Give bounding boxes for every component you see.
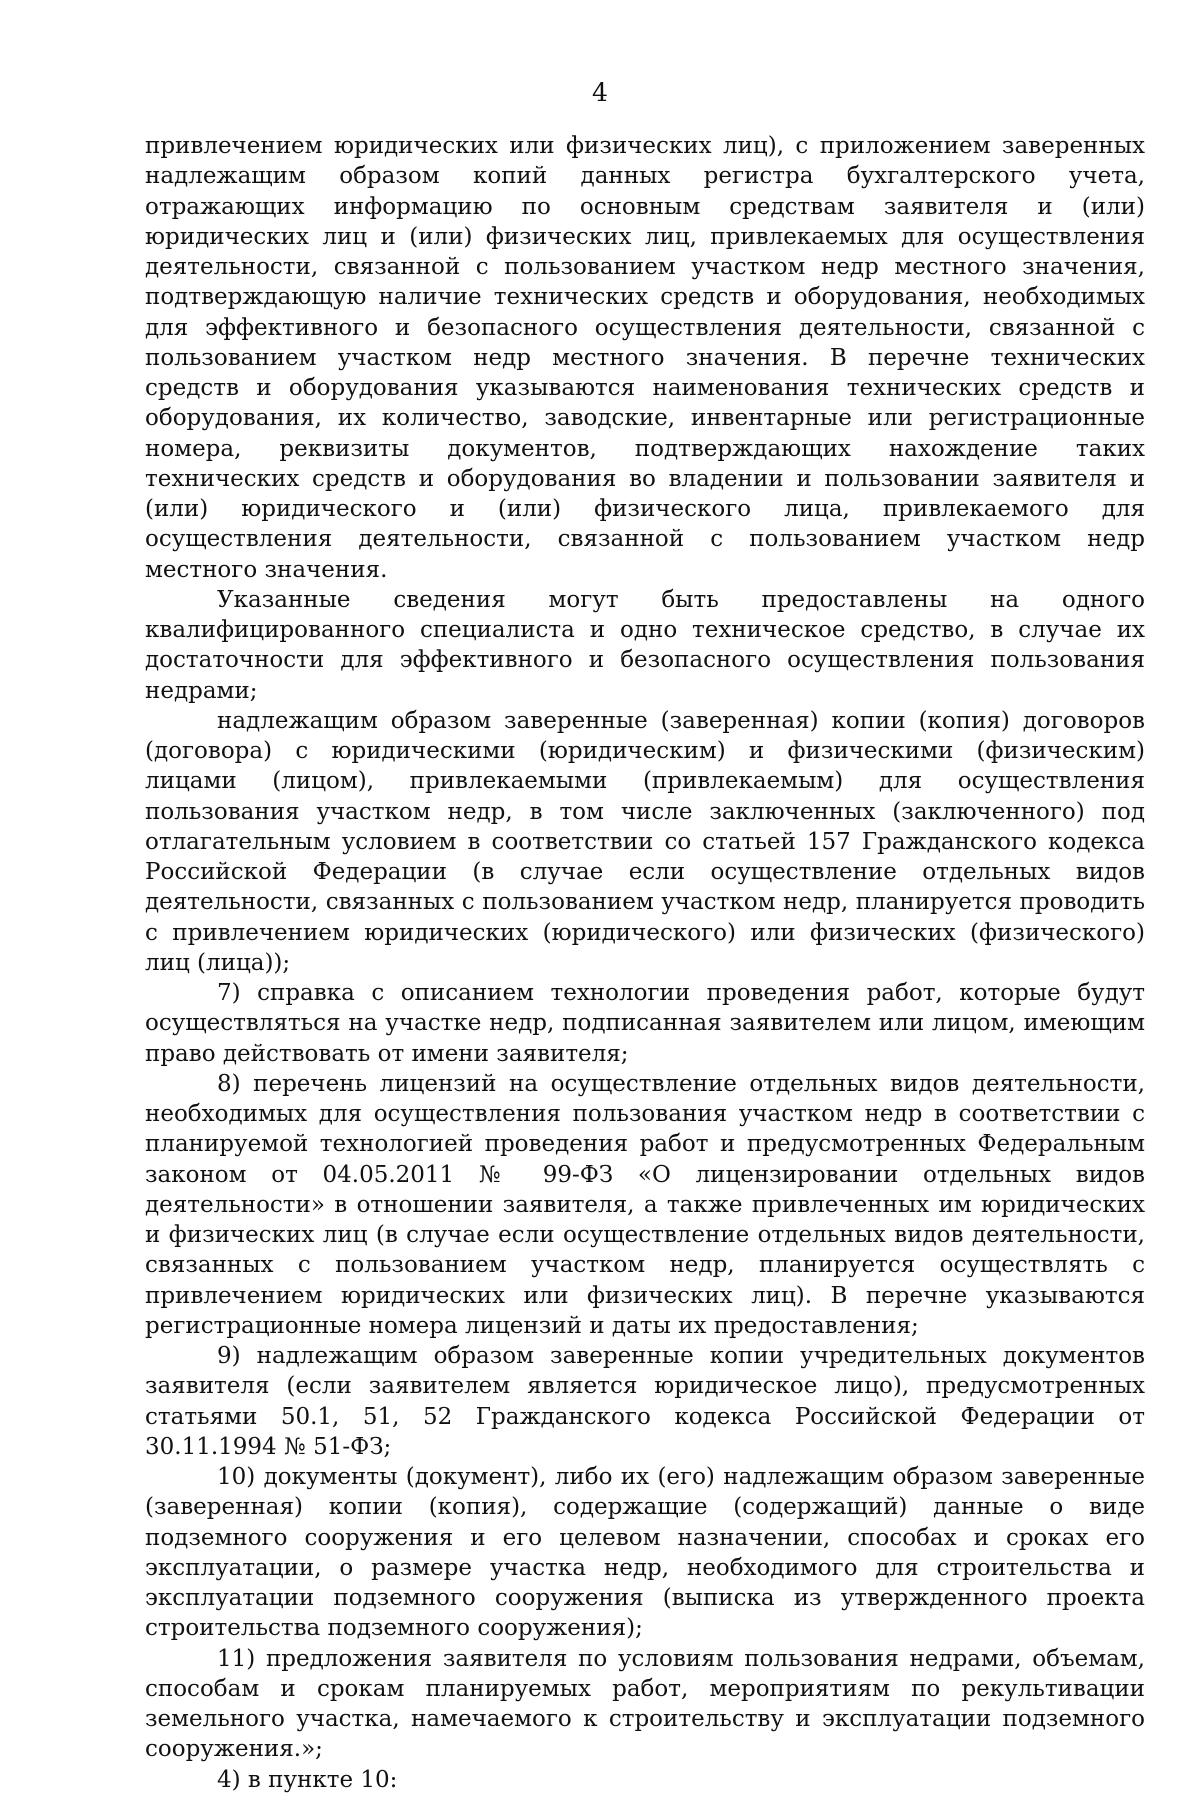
- list-item-11: 11) предложения заявителя по условиям пользования недрами, объемам, способам и срокам планируемых работ, мероприятиям по рекультивации земельного участка, намечаемого к строительству и эксплуатации подземного сооружения.»;: [145, 1645, 1145, 1763]
- paragraph-contract-copies: надлежащим образом заверенные (заверенная) копии (копия) договоров (договора) с юридическими (юридическим) и физическими (физическим) лицами (лицом), привлекаемыми (привлекаемым) для осуществления пользования участком недр, в том числе заключенных (заключенного) под отлагательным условием в соответствии со статьей 157 Гражданского кодекса Российской Федерации (в случае если осуществление отдельных видов деятельности, связанных с пользованием участком недр, планируется проводить с привлечением юридических (юридического) или физических (физического) лиц (лица));: [145, 707, 1145, 976]
- amendment-item-4: 4) в пункте 10:: [217, 1766, 398, 1793]
- paragraph-specified-info: Указанные сведения могут быть предоставлены на одного квалифицированного специалиста и одно техническое средство, в случае их достаточности для эффективного и безопасного осуществления пользования недрами;: [145, 586, 1145, 704]
- document-body: [145, 131, 1145, 1795]
- paragraph-continuation: привлечением юридических или физических лиц), с приложением заверенных надлежащим образом копий данных регистра бухгалтерского учета, отражающих информацию по основным средствам заявителя и (или) юридических лиц и (или) физических лиц, привлекаемых для осуществления деятельности, связанной с пользованием участком недр местного значения, подтверждающую наличие технических средств и оборудования, необходимых для эффективного и безопасного осуществления деятельности, связанной с пользованием участком недр местного значения. В перечне технических средств и оборудования указываются наименования технических средств и оборудования, их количество, заводские, инвентарные или регистрационные номера, реквизиты документов, подтверждающих нахождение таких технических средств и оборудования во владении и пользовании заявителя и (или) юридического и (или) физического лица, привлекаемого для осуществления деятельности, связанной с пользованием участком недр местного значения.: [145, 133, 1145, 583]
- list-item-9: 9) надлежащим образом заверенные копии учредительных документов заявителя (если заявителем является юридическое лицо), предусмотренных статьями 50.1, 51, 52 Гражданского кодекса Российской Федерации от 30.11.1994 № 51-ФЗ;: [145, 1343, 1145, 1460]
- list-item-8: 8) перечень лицензий на осуществление отдельных видов деятельности, необходимых для осуществления пользования участком недр в соответствии с планируемой технологией проведения работ и предусмотренных Федеральным законом от 04.05.2011 № 99-ФЗ «О лицензировании отдельных видов деятельности» в отношении заявителя, а также привлеченных им юридических и физических лиц (в случае если осуществление отдельных видов деятельности, связанных с пользованием участком недр, планируется осуществлять с привлечением юридических или физических лиц). В перечне указываются регистрационные номера лицензий и даты их предоставления;: [145, 1070, 1145, 1339]
- list-item-7: 7) справка с описанием технологии проведения работ, которые будут осуществляться на участке недр, подписанная заявителем или лицом, имеющим право действовать от имени заявителя;: [145, 980, 1145, 1067]
- list-item-10: 10) документы (документ), либо их (его) надлежащим образом заверенные (заверенная) копии (копия), содержащие (содержащий) данные о виде подземного сооружения и его целевом назначении, способах и сроках его эксплуатации, о размере участка недр, необходимого для строительства и эксплуатации подземного сооружения (выписка из утвержденного проекта строительства подземного сооружения);: [145, 1464, 1145, 1642]
- page-number: 4: [592, 78, 608, 107]
